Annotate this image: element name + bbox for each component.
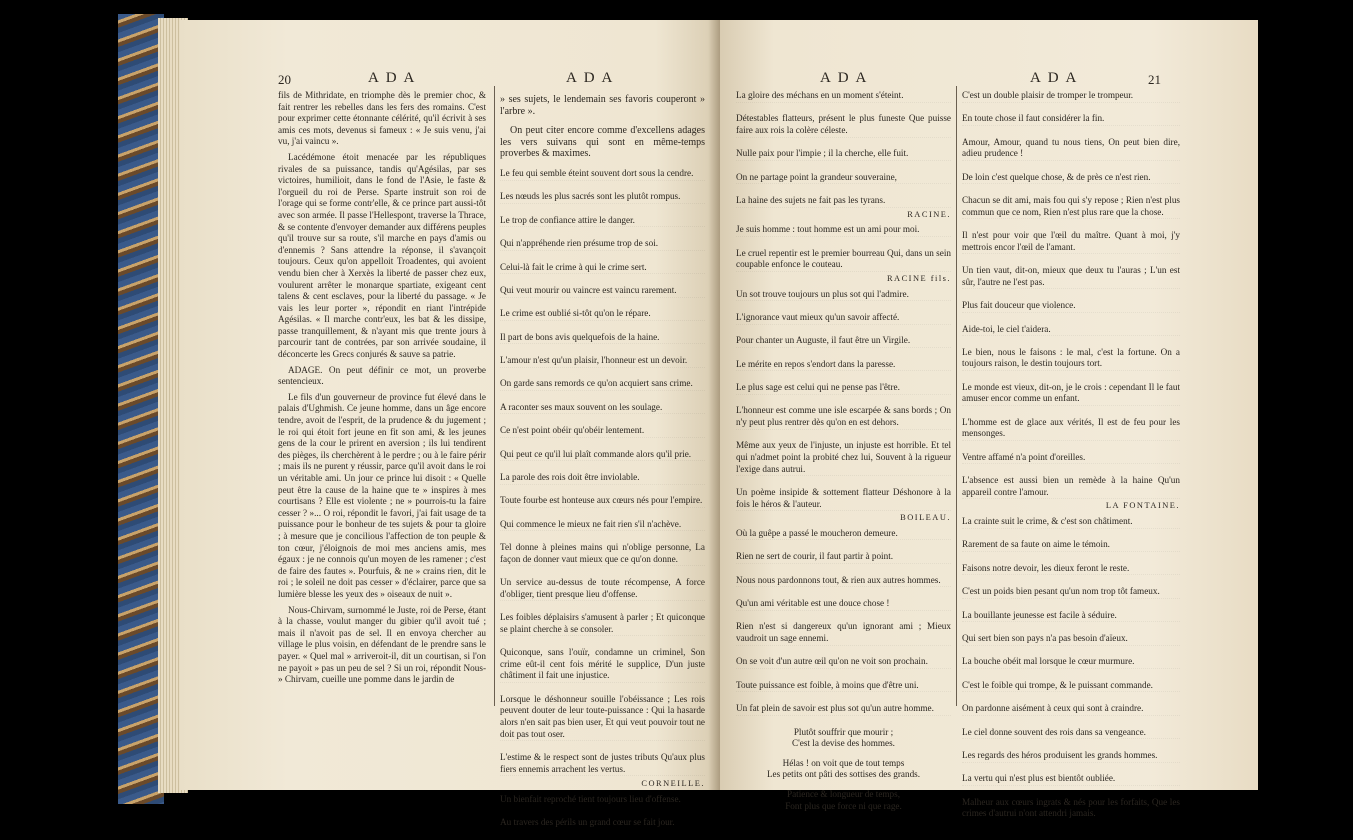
proverb-line: Qui veut mourir ou vaincre est vaincu rarement. — [500, 285, 705, 298]
paragraph: Nous-Chirvam, surnommé le Juste, roi de Perse, étant à la chasse, voulut manger du gibier qu'il avoit tué ; mais il n'avoit pas de sel. Il en envoya chercher au village le plus voisin, en défendant de le prendre sans le payer. « Quel mal » arriveroit-il, dit un courtisan, si l'on ne payoit » pas un peu de sel ? Si un roi, répondit Nous- » Chirvam, cueille une pomme dans le jardin de — [278, 604, 487, 685]
proverb-line: C'est le foible qui trompe, & le puissant commande. — [962, 680, 1180, 693]
proverb-line: Tel donne à pleines mains qui n'oblige personne, La façon de donner vaut mieux que ce qu'on donne. — [500, 542, 705, 566]
proverb-line: Nulle paix pour l'impie ; il la cherche, elle fuit. — [736, 148, 951, 161]
proverb-line: Qui peut ce qu'il lui plaît commande alors qu'il prie. — [500, 449, 705, 462]
left-column-1 — [278, 90, 486, 690]
author-attribution: CORNEILLE. — [641, 779, 705, 789]
right-column-2 — [962, 90, 1180, 832]
proverb-line: Un poème insipide & sottement flatteur Déshonore à la fois le héros & l'auteur. — [736, 487, 951, 511]
author-attribution: LA FONTAINE. — [1105, 501, 1180, 511]
column-rule — [494, 86, 495, 706]
proverb-line: Qu'un ami véritable est une douce chose ! — [736, 598, 951, 611]
proverb-line: C'est un double plaisir de tromper le trompeur. — [962, 90, 1180, 103]
proverb-line: Le cruel repentir est le premier bourreau Qui, dans un sein coupable enfonce le couteau. — [736, 248, 951, 272]
left-page — [180, 20, 720, 828]
verse-line: Plutôt souffrir que mourir ; — [793, 726, 894, 737]
running-header-left-a: A D A — [368, 70, 417, 86]
proverb-line: La bouillante jeunesse est facile à séduire. — [962, 610, 1180, 623]
proverb-line: L'honneur est comme une isle escarpée & sans bords ; On n'y peut plus rentrer dès qu'on en est dehors. — [736, 405, 951, 429]
proverb-line: Nous nous pardonnons tout, & rien aux autres hommes. — [736, 575, 951, 588]
proverb-line: La crainte suit le crime, & c'est son châtiment. — [962, 516, 1180, 529]
proverb-line: Le monde est vieux, dit-on, je le crois : cependant Il le faut amuser encor comme un enfant. — [962, 382, 1180, 406]
proverb-line: A raconter ses maux souvent on les soulage. — [500, 402, 705, 415]
proverb-line: Chacun se dit ami, mais fou qui s'y repose ; Rien n'est plus commun que ce nom, Rien n'est plus rare que la chose. — [962, 195, 1180, 219]
author-attribution: BOILEAU. — [900, 513, 951, 523]
proverb-line: Le crime est oublié si-tôt qu'on le répare. — [500, 308, 705, 321]
proverb-line: Rarement de sa faute on aime le témoin. — [962, 539, 1180, 552]
proverb-line: Qui commence le mieux ne fait rien s'il n'achève. — [500, 519, 705, 532]
proverb-line: En toute chose il faut considérer la fin. — [962, 113, 1180, 126]
proverb-line: Toute fourbe est honteuse aux cœurs nés pour l'empire. — [500, 495, 705, 508]
paragraph: Le fils d'un gouverneur de province fut élevé dans le palais d'Ughmish. Ce jeune homme, dans un âge encore tendre, avoit de l'esprit, de la prudence & du jugement ; le roi qui étoit fort jeune en fit son ami, & les jeunes gens de la cour le prirent en aversion ; ils lui tendirent des pièges, ils cherchèrent à le perdre ; ou à le faire périr ; mais ils ne purent y réussir, parce qu'il avoit dans le roi un véritable ami. Un jour ce prince lui disoit : « Quelle peut être la cause de la haine que te » inspires à mes courtisans ? Elle est violente ; ne » pourrois-tu la faire cesser ? »... O roi, répondit le favori, j'ai fait usage de ta puissance pour le bonheur de tes sujets & pour ta gloire ; à mesure que je concilious l'affection de ton peuple & ton cœur, j'éloignois de moi mes anciens amis, mes égaux : je ne connois qu'un moyen de les ramener ; c'est de faire des fautes ». Pourfuis, & ne » crains rien, dit le roi ; le soleil ne doit pas cesser » d'éclairer, parce que sa lumière blesse les yeux des » oiseaux de nuit ». — [278, 391, 486, 599]
verse-line: Les petits ont pâti des sottises des grands. — [766, 769, 921, 780]
paragraph: ADAGE. On peut définir ce mot, un proverbe sentencieux. — [278, 364, 486, 387]
proverb-line: Un service au-dessus de toute récompense, A force d'obliger, tient presque lieu d'offense. — [500, 577, 705, 601]
proverb-line: C'est un poids bien pesant qu'un nom trop tôt fameux. — [962, 586, 1180, 599]
proverb-line: Malheur aux cœurs ingrats & nés pour les forfaits, Que les crimes d'autrui n'ont attendri jamais. — [962, 797, 1180, 821]
proverb-line: On garde sans remords ce qu'on acquiert sans crime. — [500, 378, 705, 391]
page-number-right: 21 — [1148, 72, 1161, 87]
proverb-line: Un sot trouve toujours un plus sot qui l'admire. — [736, 289, 951, 302]
proverb-line: L'absence est aussi bien un remède à la haine Qu'un appareil contre l'amour. — [962, 475, 1180, 499]
proverb-line: Pour chanter un Auguste, il faut être un Virgile. — [736, 335, 951, 348]
proverb-line: L'homme est de glace aux vérités, Il est de feu pour les mensonges. — [962, 417, 1180, 441]
proverb-line: La vertu qui n'est plus est bientôt oubliée. — [962, 773, 1180, 786]
paragraph: On peut citer encore comme d'excellens adages les vers suivans qui sont en même-temps proverbes & maximes. — [500, 125, 705, 160]
proverb-line: Rien n'est si dangereux qu'un ignorant ami ; Mieux vaudroit un sage ennemi. — [736, 621, 951, 645]
verse-line: C'est la devise des hommes. — [792, 738, 895, 749]
left-column-2 — [500, 90, 705, 840]
proverb-line: Un tien vaut, dit-on, mieux que deux tu l'auras ; L'un est sûr, l'autre ne l'est pas. — [962, 265, 1180, 289]
verse-line: Patience & longueur de temps, — [786, 788, 901, 799]
paragraph: Lacédémone étoit menacée par les républiques rivales de sa puissance, tandis qu'Agésilas, par ses victoires, humilioit, dans le fond de l'Asie, le faste & l'orgueil du roi de Perse. Sparte instruit son roi de l'orage qui se forme contr'elle, & ce prince part aussi-tôt avec son armée. Il passe l'Hellespont, traverse la Thrace, & se contente d'envoyer demander aux différens peuples qu'il trouve sur sa route, s'il marche en pays d'amis ou d'ennemis ? Sans attendre la réponse, il s'avançoit toujours. Ceux qu'on appelloit Troadentes, qui avoient vendu bien cher à Xerxès la liberté de passer chez eux, voulurent arrêter le monarque spartiate, exigeant cent talens & cent esclaves, pour la liberté du passage. « Je vais les leur porter », répondit en riant l'intrépide Agésilas. « Il marche contr'eux, les bat & les dissipe, passe tranquillement, & n'ayant mis que trente jours à parcourir tant de contrées, par son arrivée soudaine, il déconcerte les Grecs conjurés & sauve sa patrie. — [278, 151, 486, 360]
proverb-line: Amour, Amour, quand tu nous tiens, On peut bien dire, adieu prudence ! — [962, 137, 1180, 161]
proverb-line: Le trop de confiance attire le danger. — [500, 215, 705, 228]
proverb-line: Lorsque le déshonneur souille l'obéissance ; Les rois peuvent douter de leur toute-puissance : Qui la hasarde alors n'en sait pas bien user, Et qui veut pouvoir tout ne doit pas tout oser. — [500, 694, 705, 741]
proverb-line: L'ignorance vaut mieux qu'un savoir affecté. — [736, 312, 951, 325]
proverb-line: La parole des rois doit être inviolable. — [500, 472, 705, 485]
right-column-1 — [736, 90, 951, 812]
proverb-line: Faisons notre devoir, les dieux feront le reste. — [962, 563, 1180, 576]
running-header-right-b: A D A — [1030, 70, 1079, 86]
proverb-line: Qui sert bien son pays n'a pas besoin d'aïeux. — [962, 633, 1180, 646]
proverb-line: Aide-toi, le ciel t'aidera. — [962, 324, 1180, 337]
proverb-line: Rien ne sert de courir, il faut partir à point. — [736, 551, 951, 564]
proverb-line: Plus fait douceur que violence. — [962, 300, 1180, 313]
running-header-right-a: A D A — [820, 70, 869, 86]
open-book — [118, 14, 1258, 828]
verse-line: Font plus que force ni que rage. — [785, 800, 902, 811]
proverb-line: La haine des sujets ne fait pas les tyrans. — [736, 195, 951, 208]
author-attribution: RACINE. — [907, 209, 951, 219]
proverb-line: Qui n'appréhende rien présume trop de soi. — [500, 238, 705, 251]
proverb-line: On se voit d'un autre œil qu'on ne voit son prochain. — [736, 656, 951, 669]
proverb-line: Le bien, nous le faisons : le mal, c'est la fortune. On a toujours raison, le destin toujours tort. — [962, 347, 1180, 371]
proverb-line: Je suis homme : tout homme est un ami pour moi. — [736, 224, 951, 237]
proverb-line: Les foibles déplaisirs s'amusent à parler ; Et quiconque se plaint cherche à se consoler. — [500, 612, 705, 636]
proverb-line: De loin c'est quelque chose, & de près ce n'est rien. — [962, 172, 1180, 185]
column-rule — [956, 86, 957, 706]
proverb-line: Détestables flatteurs, présent le plus funeste Que puisse faire aux rois la colère céleste. — [736, 113, 951, 137]
verse-line: Hélas ! on voit que de tout temps — [782, 757, 905, 768]
proverb-line: Le plus sage est celui qui ne pense pas l'être. — [736, 382, 951, 395]
paragraph: » ses sujets, le lendemain ses favoris couperont » l'arbre ». — [500, 94, 705, 117]
proverb-line: Les nœuds les plus sacrés sont les plutôt rompus. — [500, 191, 705, 204]
right-page — [720, 20, 1258, 819]
proverb-line: L'estime & le respect sont de justes tributs Qu'aux plus fiers ennemis arrachent les vertus. — [500, 752, 705, 776]
proverb-line: L'amour n'est qu'un plaisir, l'honneur est un devoir. — [500, 355, 705, 368]
proverb-line: Le ciel donne souvent des rois dans sa vengeance. — [962, 727, 1180, 740]
proverb-line: Au travers des périls un grand cœur se fait jour. — [500, 817, 705, 830]
proverb-line: Un fat plein de savoir est plus sot qu'un autre homme. — [736, 703, 951, 716]
author-attribution: RACINE fils. — [886, 273, 951, 283]
proverb-line: Où la guêpe a passé le moucheron demeure. — [736, 528, 951, 541]
proverb-line: Le mérite en repos s'endort dans la paresse. — [736, 359, 951, 372]
proverb-line: Ce n'est point obéir qu'obéir lentement. — [500, 425, 705, 438]
proverb-line: On pardonne aisément à ceux qui sont à craindre. — [962, 703, 1180, 716]
paragraph: fils de Mithridate, en triomphe dès le premier choc, & fait rentrer les rebelles dans les fers des romains. C'est pour exprimer cette étonnante célérité, qu'il écrivit à ses amis ces mots, devenus si fameux : « Je suis venu, j'ai vu, j'ai vaincu ». — [278, 90, 486, 147]
page-number-left: 20 — [278, 72, 291, 87]
proverb-line: Il n'est pour voir que l'œil du maître. Quant à moi, j'y mettrois encor l'œil de l'amant. — [962, 230, 1180, 254]
proverb-line: Celui-là fait le crime à qui le crime sert. — [500, 262, 705, 275]
proverb-line: Même aux yeux de l'injuste, un injuste est horrible. Et tel qui n'admet point la probité chez lui, Souvent à la rigueur l'exige dans autrui. — [736, 440, 951, 476]
running-header-left-b: A D A — [566, 70, 615, 86]
proverb-line: Toute puissance est foible, à moins que d'être uni. — [736, 680, 951, 693]
proverb-line: Ventre affamé n'a point d'oreilles. — [962, 452, 1180, 465]
proverb-line: Les regards des héros produisent les grands hommes. — [962, 750, 1180, 763]
proverb-line: Un bienfait reproché tient toujours lieu d'offense. — [500, 794, 705, 807]
proverb-line: On ne partage point la grandeur souveraine, — [736, 172, 951, 185]
proverb-line: La bouche obéit mal lorsque le cœur murmure. — [962, 656, 1180, 669]
proverb-line: Le feu qui semble éteint souvent dort sous la cendre. — [500, 168, 705, 181]
proverb-line: Quiconque, sans l'ouïr, condamne un criminel, Son crime eût-il cent fois mérité le supplice, D'un juste châtiment il fait une injustice. — [500, 647, 705, 683]
proverb-line: La gloire des méchans en un moment s'éteint. — [736, 90, 951, 103]
proverb-line: Il part de bons avis quelquefois de la haine. — [500, 332, 705, 345]
